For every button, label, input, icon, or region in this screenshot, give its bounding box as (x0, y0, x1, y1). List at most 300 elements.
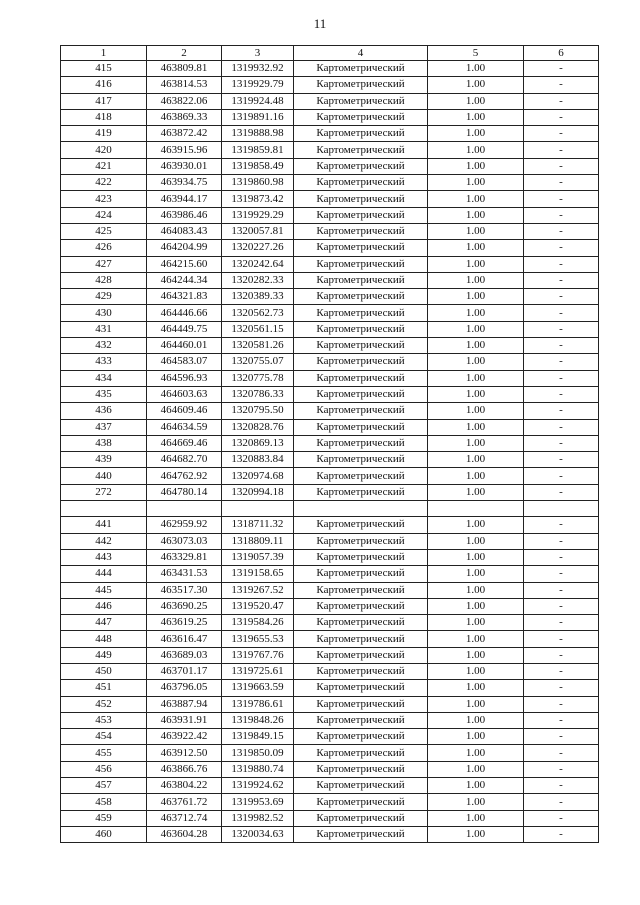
method-cell: Картометрический (294, 158, 428, 174)
y-coordinate-cell: 1319767.76 (222, 647, 294, 663)
point-number-cell: 437 (61, 419, 147, 435)
y-coordinate-cell: 1319786.61 (222, 696, 294, 712)
method-cell: Картометрический (294, 61, 428, 77)
y-coordinate-cell: 1319663.59 (222, 680, 294, 696)
method-cell: Картометрический (294, 745, 428, 761)
accuracy-cell: 1.00 (428, 598, 524, 614)
table-row (61, 338, 599, 354)
table-row (61, 256, 599, 272)
description-cell: - (524, 810, 599, 826)
y-coordinate-cell: 1319849.15 (222, 729, 294, 745)
table-row (61, 272, 599, 288)
point-number-cell: 415 (61, 61, 147, 77)
table-row (61, 566, 599, 582)
table-header-row (61, 46, 599, 61)
description-cell: - (524, 142, 599, 158)
description-cell: - (524, 484, 599, 500)
column-header: 2 (147, 46, 222, 61)
y-coordinate-cell: 1319158.65 (222, 566, 294, 582)
method-cell: Картометрический (294, 435, 428, 451)
table-row (61, 321, 599, 337)
method-cell (294, 501, 428, 517)
point-number-cell: 420 (61, 142, 147, 158)
x-coordinate-cell: 463986.46 (147, 207, 222, 223)
description-cell: - (524, 517, 599, 533)
y-coordinate-cell: 1320227.26 (222, 240, 294, 256)
accuracy-cell: 1.00 (428, 289, 524, 305)
description-cell: - (524, 158, 599, 174)
method-cell: Картометрический (294, 126, 428, 142)
accuracy-cell: 1.00 (428, 419, 524, 435)
method-cell: Картометрический (294, 305, 428, 321)
method-cell: Картометрический (294, 680, 428, 696)
accuracy-cell: 1.00 (428, 582, 524, 598)
table-row (61, 582, 599, 598)
accuracy-cell (428, 501, 524, 517)
point-number-cell: 428 (61, 272, 147, 288)
table-row (61, 761, 599, 777)
point-number-cell: 427 (61, 256, 147, 272)
table-row (61, 191, 599, 207)
x-coordinate-cell: 463329.81 (147, 549, 222, 565)
description-cell: - (524, 77, 599, 93)
point-number-cell: 429 (61, 289, 147, 305)
method-cell: Картометрический (294, 647, 428, 663)
method-cell: Картометрический (294, 533, 428, 549)
accuracy-cell: 1.00 (428, 142, 524, 158)
description-cell: - (524, 191, 599, 207)
method-cell: Картометрический (294, 794, 428, 810)
method-cell: Картометрический (294, 566, 428, 582)
method-cell: Картометрический (294, 354, 428, 370)
description-cell (524, 501, 599, 517)
point-number-cell: 453 (61, 712, 147, 728)
y-coordinate-cell: 1320795.50 (222, 403, 294, 419)
method-cell: Картометрический (294, 761, 428, 777)
point-number-cell: 458 (61, 794, 147, 810)
description-cell: - (524, 386, 599, 402)
description-cell: - (524, 615, 599, 631)
y-coordinate-cell: 1319873.42 (222, 191, 294, 207)
column-header: 3 (222, 46, 294, 61)
y-coordinate-cell: 1320562.73 (222, 305, 294, 321)
description-cell: - (524, 403, 599, 419)
description-cell: - (524, 663, 599, 679)
method-cell: Картометрический (294, 712, 428, 728)
method-cell: Картометрический (294, 93, 428, 109)
method-cell: Картометрический (294, 663, 428, 679)
y-coordinate-cell (222, 501, 294, 517)
point-number-cell: 423 (61, 191, 147, 207)
table-row (61, 419, 599, 435)
table-row (61, 289, 599, 305)
x-coordinate-cell: 464596.93 (147, 370, 222, 386)
accuracy-cell: 1.00 (428, 370, 524, 386)
table-row (61, 93, 599, 109)
table-row (61, 533, 599, 549)
table-row (61, 778, 599, 794)
method-cell: Картометрический (294, 729, 428, 745)
description-cell: - (524, 729, 599, 745)
point-number-cell: 455 (61, 745, 147, 761)
y-coordinate-cell: 1319267.52 (222, 582, 294, 598)
point-number-cell: 442 (61, 533, 147, 549)
accuracy-cell: 1.00 (428, 240, 524, 256)
point-number-cell: 450 (61, 663, 147, 679)
accuracy-cell: 1.00 (428, 484, 524, 500)
method-cell: Картометрический (294, 598, 428, 614)
x-coordinate-cell: 464204.99 (147, 240, 222, 256)
table-row (61, 126, 599, 142)
accuracy-cell: 1.00 (428, 452, 524, 468)
table-row (61, 517, 599, 533)
x-coordinate-cell: 463712.74 (147, 810, 222, 826)
point-number-cell: 431 (61, 321, 147, 337)
x-coordinate-cell: 463431.53 (147, 566, 222, 582)
point-number-cell: 417 (61, 93, 147, 109)
x-coordinate-cell: 463804.22 (147, 778, 222, 794)
y-coordinate-cell: 1320775.78 (222, 370, 294, 386)
method-cell: Картометрический (294, 370, 428, 386)
x-coordinate-cell: 464321.83 (147, 289, 222, 305)
y-coordinate-cell: 1319924.62 (222, 778, 294, 794)
table-row (61, 680, 599, 696)
method-cell: Картометрический (294, 289, 428, 305)
y-coordinate-cell: 1320034.63 (222, 826, 294, 842)
method-cell: Картометрический (294, 109, 428, 125)
table-row (61, 501, 599, 517)
method-cell: Картометрический (294, 778, 428, 794)
method-cell: Картометрический (294, 77, 428, 93)
y-coordinate-cell: 1319924.48 (222, 93, 294, 109)
table-row (61, 386, 599, 402)
y-coordinate-cell: 1319859.81 (222, 142, 294, 158)
column-header: 4 (294, 46, 428, 61)
page-number: 11 (313, 16, 327, 31)
description-cell: - (524, 761, 599, 777)
table-row (61, 663, 599, 679)
accuracy-cell: 1.00 (428, 272, 524, 288)
point-number-cell: 426 (61, 240, 147, 256)
x-coordinate-cell: 463701.17 (147, 663, 222, 679)
x-coordinate-cell: 463872.42 (147, 126, 222, 142)
method-cell: Картометрический (294, 549, 428, 565)
y-coordinate-cell: 1319929.79 (222, 77, 294, 93)
description-cell: - (524, 631, 599, 647)
y-coordinate-cell: 1318809.11 (222, 533, 294, 549)
x-coordinate-cell: 463814.53 (147, 77, 222, 93)
point-number-cell: 436 (61, 403, 147, 419)
x-coordinate-cell: 463690.25 (147, 598, 222, 614)
accuracy-cell: 1.00 (428, 207, 524, 223)
method-cell: Картометрический (294, 484, 428, 500)
accuracy-cell: 1.00 (428, 126, 524, 142)
x-coordinate-cell: 464780.14 (147, 484, 222, 500)
point-number-cell: 447 (61, 615, 147, 631)
description-cell: - (524, 696, 599, 712)
x-coordinate-cell: 463604.28 (147, 826, 222, 842)
accuracy-cell: 1.00 (428, 826, 524, 842)
x-coordinate-cell: 462959.92 (147, 517, 222, 533)
y-coordinate-cell: 1319655.53 (222, 631, 294, 647)
table-row (61, 240, 599, 256)
method-cell: Картометрический (294, 419, 428, 435)
y-coordinate-cell: 1320057.81 (222, 223, 294, 239)
table-row (61, 794, 599, 810)
table-row (61, 158, 599, 174)
accuracy-cell: 1.00 (428, 109, 524, 125)
table-row (61, 647, 599, 663)
x-coordinate-cell: 463517.30 (147, 582, 222, 598)
y-coordinate-cell: 1319860.98 (222, 175, 294, 191)
x-coordinate-cell: 464669.46 (147, 435, 222, 451)
point-number-cell: 416 (61, 77, 147, 93)
y-coordinate-cell: 1319057.39 (222, 549, 294, 565)
point-number-cell: 435 (61, 386, 147, 402)
column-header: 1 (61, 46, 147, 61)
description-cell: - (524, 207, 599, 223)
method-cell: Картометрический (294, 615, 428, 631)
y-coordinate-cell: 1320828.76 (222, 419, 294, 435)
y-coordinate-cell: 1320242.64 (222, 256, 294, 272)
point-number-cell: 440 (61, 468, 147, 484)
table-row (61, 810, 599, 826)
table-row (61, 696, 599, 712)
point-number-cell: 418 (61, 109, 147, 125)
accuracy-cell: 1.00 (428, 615, 524, 631)
point-number-cell: 433 (61, 354, 147, 370)
table-row (61, 452, 599, 468)
table-body (61, 46, 599, 843)
y-coordinate-cell: 1320755.07 (222, 354, 294, 370)
point-number-cell: 439 (61, 452, 147, 468)
point-number-cell: 456 (61, 761, 147, 777)
description-cell: - (524, 452, 599, 468)
description-cell: - (524, 93, 599, 109)
table-row (61, 403, 599, 419)
accuracy-cell: 1.00 (428, 745, 524, 761)
description-cell: - (524, 566, 599, 582)
point-number-cell: 446 (61, 598, 147, 614)
description-cell: - (524, 745, 599, 761)
x-coordinate-cell: 463912.50 (147, 745, 222, 761)
x-coordinate-cell: 463616.47 (147, 631, 222, 647)
table-row (61, 207, 599, 223)
method-cell: Картометрический (294, 256, 428, 272)
description-cell: - (524, 61, 599, 77)
accuracy-cell: 1.00 (428, 663, 524, 679)
table-row (61, 109, 599, 125)
accuracy-cell: 1.00 (428, 517, 524, 533)
y-coordinate-cell: 1320561.15 (222, 321, 294, 337)
table-row (61, 615, 599, 631)
point-number-cell: 422 (61, 175, 147, 191)
table-row (61, 142, 599, 158)
description-cell: - (524, 338, 599, 354)
column-header: 6 (524, 46, 599, 61)
y-coordinate-cell: 1320786.33 (222, 386, 294, 402)
y-coordinate-cell: 1320389.33 (222, 289, 294, 305)
description-cell: - (524, 582, 599, 598)
table-row (61, 305, 599, 321)
x-coordinate-cell: 464583.07 (147, 354, 222, 370)
y-coordinate-cell: 1319725.61 (222, 663, 294, 679)
point-number-cell: 451 (61, 680, 147, 696)
accuracy-cell: 1.00 (428, 729, 524, 745)
x-coordinate-cell: 463869.33 (147, 109, 222, 125)
accuracy-cell: 1.00 (428, 696, 524, 712)
accuracy-cell: 1.00 (428, 468, 524, 484)
table-row (61, 175, 599, 191)
description-cell: - (524, 109, 599, 125)
table-row (61, 61, 599, 77)
accuracy-cell: 1.00 (428, 566, 524, 582)
x-coordinate-cell: 463809.81 (147, 61, 222, 77)
description-cell: - (524, 598, 599, 614)
point-number-cell: 452 (61, 696, 147, 712)
method-cell: Картометрический (294, 696, 428, 712)
x-coordinate-cell: 464449.75 (147, 321, 222, 337)
point-number-cell: 460 (61, 826, 147, 842)
y-coordinate-cell: 1319929.29 (222, 207, 294, 223)
method-cell: Картометрический (294, 386, 428, 402)
x-coordinate-cell: 463934.75 (147, 175, 222, 191)
y-coordinate-cell: 1319520.47 (222, 598, 294, 614)
x-coordinate-cell: 464762.92 (147, 468, 222, 484)
description-cell: - (524, 223, 599, 239)
description-cell: - (524, 435, 599, 451)
coordinates-table (60, 45, 599, 843)
description-cell: - (524, 419, 599, 435)
x-coordinate-cell: 463073.03 (147, 533, 222, 549)
point-number-cell: 444 (61, 566, 147, 582)
description-cell: - (524, 778, 599, 794)
y-coordinate-cell: 1320994.18 (222, 484, 294, 500)
point-number-cell: 449 (61, 647, 147, 663)
point-number-cell: 457 (61, 778, 147, 794)
point-number-cell: 432 (61, 338, 147, 354)
description-cell: - (524, 305, 599, 321)
y-coordinate-cell: 1320974.68 (222, 468, 294, 484)
method-cell: Картометрический (294, 272, 428, 288)
description-cell: - (524, 240, 599, 256)
x-coordinate-cell: 464215.60 (147, 256, 222, 272)
x-coordinate-cell: 463931.91 (147, 712, 222, 728)
point-number-cell: 454 (61, 729, 147, 745)
x-coordinate-cell: 463689.03 (147, 647, 222, 663)
accuracy-cell: 1.00 (428, 435, 524, 451)
x-coordinate-cell: 463619.25 (147, 615, 222, 631)
y-coordinate-cell: 1320869.13 (222, 435, 294, 451)
description-cell: - (524, 289, 599, 305)
accuracy-cell: 1.00 (428, 631, 524, 647)
table-row (61, 435, 599, 451)
method-cell: Картометрический (294, 142, 428, 158)
point-number-cell: 434 (61, 370, 147, 386)
method-cell: Картометрический (294, 191, 428, 207)
accuracy-cell: 1.00 (428, 403, 524, 419)
x-coordinate-cell: 464634.59 (147, 419, 222, 435)
y-coordinate-cell: 1320581.26 (222, 338, 294, 354)
method-cell: Картометрический (294, 207, 428, 223)
x-coordinate-cell: 463944.17 (147, 191, 222, 207)
y-coordinate-cell: 1320282.33 (222, 272, 294, 288)
accuracy-cell: 1.00 (428, 761, 524, 777)
y-coordinate-cell: 1319858.49 (222, 158, 294, 174)
point-number-cell: 459 (61, 810, 147, 826)
description-cell: - (524, 794, 599, 810)
table-row (61, 370, 599, 386)
accuracy-cell: 1.00 (428, 354, 524, 370)
accuracy-cell: 1.00 (428, 256, 524, 272)
description-cell: - (524, 370, 599, 386)
x-coordinate-cell: 464603.63 (147, 386, 222, 402)
y-coordinate-cell: 1319982.52 (222, 810, 294, 826)
description-cell: - (524, 468, 599, 484)
y-coordinate-cell: 1319932.92 (222, 61, 294, 77)
x-coordinate-cell: 464682.70 (147, 452, 222, 468)
y-coordinate-cell: 1319953.69 (222, 794, 294, 810)
description-cell: - (524, 321, 599, 337)
point-number-cell: 430 (61, 305, 147, 321)
accuracy-cell: 1.00 (428, 93, 524, 109)
x-coordinate-cell: 464244.34 (147, 272, 222, 288)
x-coordinate-cell: 463796.05 (147, 680, 222, 696)
accuracy-cell: 1.00 (428, 338, 524, 354)
table-row (61, 826, 599, 842)
description-cell: - (524, 126, 599, 142)
method-cell: Картометрический (294, 631, 428, 647)
description-cell: - (524, 256, 599, 272)
accuracy-cell: 1.00 (428, 778, 524, 794)
description-cell: - (524, 647, 599, 663)
x-coordinate-cell: 463922.42 (147, 729, 222, 745)
accuracy-cell: 1.00 (428, 77, 524, 93)
method-cell: Картометрический (294, 826, 428, 842)
point-number-cell: 421 (61, 158, 147, 174)
point-number-cell (61, 501, 147, 517)
table-row (61, 712, 599, 728)
table-row (61, 77, 599, 93)
method-cell: Картометрический (294, 517, 428, 533)
point-number-cell: 419 (61, 126, 147, 142)
method-cell: Картометрический (294, 403, 428, 419)
description-cell: - (524, 680, 599, 696)
description-cell: - (524, 712, 599, 728)
table-row (61, 484, 599, 500)
accuracy-cell: 1.00 (428, 794, 524, 810)
description-cell: - (524, 826, 599, 842)
accuracy-cell: 1.00 (428, 810, 524, 826)
y-coordinate-cell: 1319891.16 (222, 109, 294, 125)
accuracy-cell: 1.00 (428, 712, 524, 728)
point-number-cell: 272 (61, 484, 147, 500)
method-cell: Картометрический (294, 240, 428, 256)
y-coordinate-cell: 1319880.74 (222, 761, 294, 777)
description-cell: - (524, 175, 599, 191)
table-row (61, 354, 599, 370)
x-coordinate-cell: 464083.43 (147, 223, 222, 239)
method-cell: Картометрический (294, 175, 428, 191)
accuracy-cell: 1.00 (428, 305, 524, 321)
accuracy-cell: 1.00 (428, 386, 524, 402)
table-row (61, 729, 599, 745)
description-cell: - (524, 354, 599, 370)
method-cell: Картометрический (294, 582, 428, 598)
point-number-cell: 443 (61, 549, 147, 565)
table-row (61, 598, 599, 614)
table-row (61, 745, 599, 761)
